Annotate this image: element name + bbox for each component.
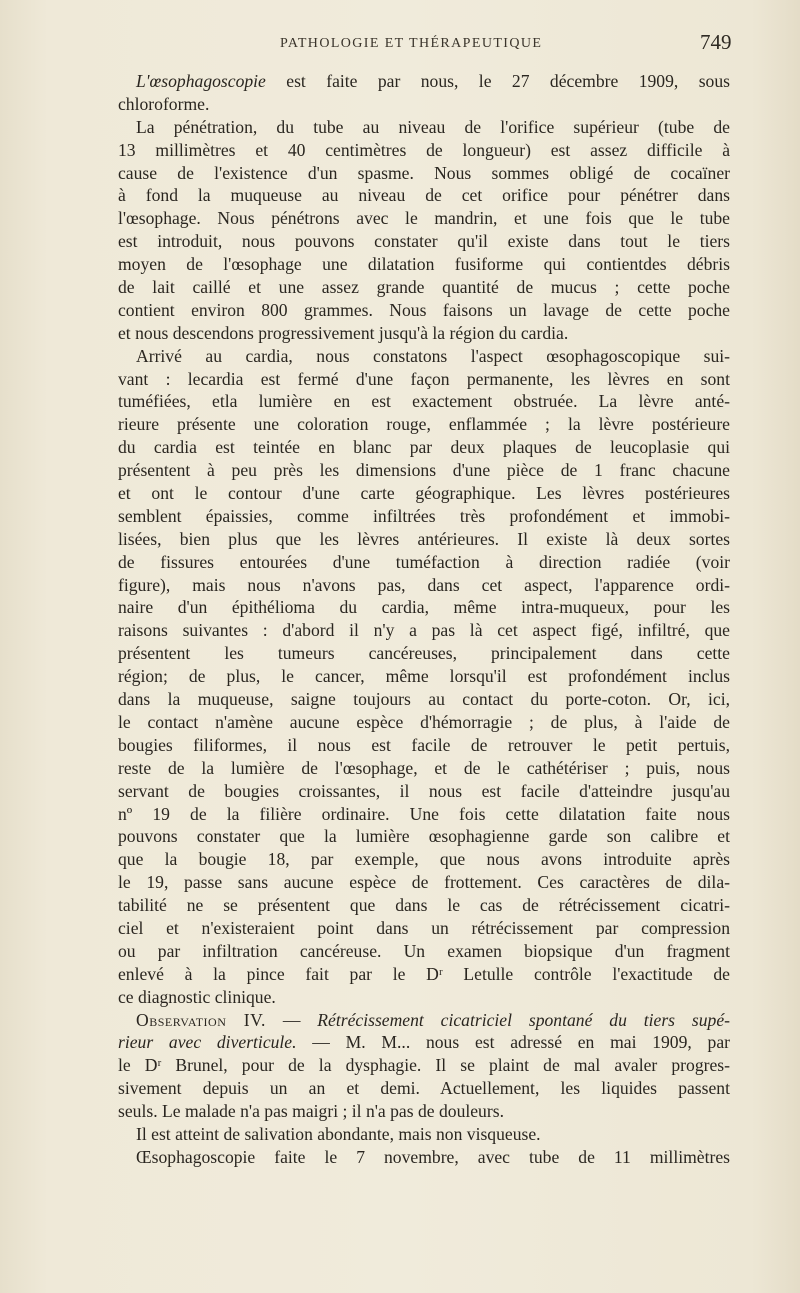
text-line bbox=[118, 299, 730, 322]
text-line bbox=[118, 917, 730, 940]
text-segment: nº 19 de la filière ordinaire. Une fois cette dilatation faite nous bbox=[118, 803, 730, 824]
text-segment: seuls. Le malade n'a pas maigri ; il n'a pas de douleurs. bbox=[118, 1101, 504, 1122]
text-line bbox=[118, 368, 730, 391]
text-line bbox=[118, 436, 730, 459]
text-line bbox=[118, 230, 730, 253]
text-segment: naire d'un épithélioma du cardia, même intra-muqueux, pour les bbox=[118, 597, 730, 618]
text-line bbox=[118, 459, 730, 482]
text-segment: que la bougie 18, par exemple, que nous avons introduite après bbox=[118, 849, 730, 870]
text-segment: pouvons constater que la lumière œsophagienne garde son calibre et bbox=[118, 826, 730, 847]
text-line bbox=[118, 207, 730, 230]
text-segment: L'œsophagoscopie bbox=[136, 71, 266, 91]
text-line bbox=[118, 871, 730, 894]
text-segment: cause de l'existence d'un spasme. Nous sommes obligé de cocaïner bbox=[118, 162, 730, 183]
text-line bbox=[118, 1100, 730, 1123]
text-segment: 13 millimètres et 40 centimètres de longueur) est assez difficile à bbox=[118, 139, 730, 160]
text-segment: tabilité ne se présentent que dans le cas de rétrécissement cicatri- bbox=[118, 895, 730, 916]
text-line bbox=[118, 642, 730, 665]
text-segment: rieure présente une coloration rouge, enflammée ; la lèvre postérieure bbox=[118, 414, 730, 435]
text-segment: chloroforme. bbox=[118, 93, 210, 114]
text-segment: à fond la muqueuse au niveau de cet orifice pour pénétrer dans bbox=[118, 185, 730, 206]
text-line bbox=[118, 1031, 730, 1054]
text-segment: reste de la lumière de l'œsophage, et de le cathétériser ; puis, nous bbox=[118, 757, 730, 778]
running-title: PATHOLOGIE ET THÉRAPEUTIQUE bbox=[280, 36, 543, 51]
text-segment: — bbox=[265, 1009, 318, 1030]
text-line bbox=[118, 940, 730, 963]
text-line bbox=[118, 1009, 730, 1032]
text-segment: ciel et n'existeraient point dans un rétrécissement par compression bbox=[118, 917, 730, 938]
text-line bbox=[118, 505, 730, 528]
text-line bbox=[118, 551, 730, 574]
text-segment: de lait caillé et une assez grande quantité de mucus ; cette poche bbox=[118, 277, 730, 298]
text-line bbox=[118, 1077, 730, 1100]
text-line bbox=[118, 93, 730, 116]
text-segment: ou par infiltration cancéreuse. Un examen biopsique d'un fragment bbox=[118, 940, 730, 961]
text-segment: présentent les tumeurs cancéreuses, principalement dans cette bbox=[118, 643, 730, 664]
text-segment: dans la muqueuse, saigne toujours au contact du porte-coton. Or, ici, bbox=[118, 689, 730, 710]
text-line bbox=[118, 1123, 730, 1146]
text-segment: semblent épaissies, comme infiltrées très profondément et immobi- bbox=[118, 505, 730, 526]
text-segment: Il est atteint de salivation abondante, mais non visqueuse. bbox=[136, 1123, 541, 1144]
text-line bbox=[118, 528, 730, 551]
text-line bbox=[118, 780, 730, 803]
body-text bbox=[118, 70, 730, 1169]
text-segment: rieur avec diverticule. bbox=[118, 1032, 297, 1053]
text-segment: Observation IV. bbox=[136, 1009, 266, 1030]
text-line bbox=[118, 803, 730, 826]
text-segment: — M. M... nous est adressé en mai 1909, par bbox=[296, 1032, 730, 1053]
text-line bbox=[118, 70, 730, 93]
text-segment: figure), mais nous n'avons pas, dans cet aspect, l'apparence ordi- bbox=[118, 574, 730, 595]
text-line bbox=[118, 734, 730, 757]
text-segment: est introduit, nous pouvons constater qu'il existe dans tout le tiers bbox=[118, 231, 730, 252]
text-line bbox=[118, 322, 730, 345]
text-line bbox=[118, 894, 730, 917]
page-header bbox=[0, 30, 800, 60]
text-segment: le 19, passe sans aucune espèce de frottement. Ces caractères de dila- bbox=[118, 872, 730, 893]
text-line bbox=[118, 688, 730, 711]
text-segment: et ont le contour d'une carte géographique. Les lèvres postérieures bbox=[118, 483, 730, 504]
text-segment: lisées, bien plus que les lèvres antérieures. Il existe là deux sortes bbox=[118, 528, 730, 549]
text-segment: sivement depuis un an et demi. Actuellement, les liquides passent bbox=[118, 1078, 730, 1099]
text-line bbox=[118, 413, 730, 436]
text-segment: bougies filiformes, il nous est facile de retrouver le petit pertuis, bbox=[118, 734, 730, 755]
text-line bbox=[118, 757, 730, 780]
text-segment: du cardia est teintée en blanc par deux plaques de leucoplasie qui bbox=[118, 437, 730, 458]
text-line bbox=[118, 390, 730, 413]
text-segment: moyen de l'œsophage une dilatation fusiforme qui contientdes débris bbox=[118, 254, 730, 275]
text-segment: le Dʳ Brunel, pour de la dysphagie. Il se plaint de mal avaler progres- bbox=[118, 1055, 730, 1076]
text-segment: de fissures entourées d'une tuméfaction à direction radiée (voir bbox=[118, 551, 730, 572]
page-number: 749 bbox=[700, 30, 732, 54]
text-line bbox=[118, 139, 730, 162]
text-segment: Rétrécissement cicatriciel spontané du tiers supé- bbox=[317, 1009, 730, 1030]
text-line bbox=[118, 482, 730, 505]
text-segment: et nous descendons progressivement jusqu'à la région du cardia. bbox=[118, 322, 569, 343]
text-line bbox=[118, 1146, 730, 1169]
text-line bbox=[118, 986, 730, 1009]
text-line bbox=[118, 184, 730, 207]
text-line bbox=[118, 848, 730, 871]
text-segment: contient environ 800 grammes. Nous faisons un lavage de cette poche bbox=[118, 299, 730, 320]
text-line bbox=[118, 619, 730, 642]
text-line bbox=[118, 345, 730, 368]
text-line bbox=[118, 253, 730, 276]
text-segment: La pénétration, du tube au niveau de l'orifice supérieur (tube de bbox=[136, 116, 730, 137]
text-line bbox=[118, 711, 730, 734]
text-line bbox=[118, 963, 730, 986]
text-line bbox=[118, 1054, 730, 1077]
text-segment: présentent à peu près les dimensions d'une pièce de 1 franc chacune bbox=[118, 460, 730, 481]
text-line bbox=[118, 574, 730, 597]
text-line bbox=[118, 162, 730, 185]
text-segment: tuméfiées, etla lumière en est exactement obstruée. La lèvre anté- bbox=[118, 391, 730, 412]
text-line bbox=[118, 665, 730, 688]
text-segment: l'œsophage. Nous pénétrons avec le mandrin, et une fois que le tube bbox=[118, 208, 730, 229]
text-line bbox=[118, 116, 730, 139]
text-segment: le contact n'amène aucune espèce d'hémorragie ; de plus, à l'aide de bbox=[118, 711, 730, 732]
text-line bbox=[118, 276, 730, 299]
text-segment: enlevé à la pince fait par le Dʳ Letulle contrôle l'exactitude de bbox=[118, 963, 730, 984]
text-segment: Œsophagoscopie faite le 7 novembre, avec tube de 11 millimètres bbox=[136, 1146, 730, 1167]
text-segment: vant : lecardia est fermé d'une façon permanente, les lèvres en sont bbox=[118, 368, 730, 389]
text-segment: ce diagnostic clinique. bbox=[118, 986, 276, 1007]
text-segment: Arrivé au cardia, nous constatons l'aspect œsophagoscopique sui- bbox=[136, 345, 730, 366]
text-segment: raisons suivantes : d'abord il n'y a pas là cet aspect figé, infiltré, que bbox=[118, 620, 730, 641]
text-line bbox=[118, 596, 730, 619]
text-line bbox=[118, 825, 730, 848]
text-segment: est faite par nous, le 27 décembre 1909, sous bbox=[265, 71, 730, 91]
text-segment: région; de plus, le cancer, même lorsqu'il est profondément inclus bbox=[118, 666, 730, 687]
text-segment: servant de bougies croissantes, il nous est facile d'atteindre jusqu'au bbox=[118, 780, 730, 801]
